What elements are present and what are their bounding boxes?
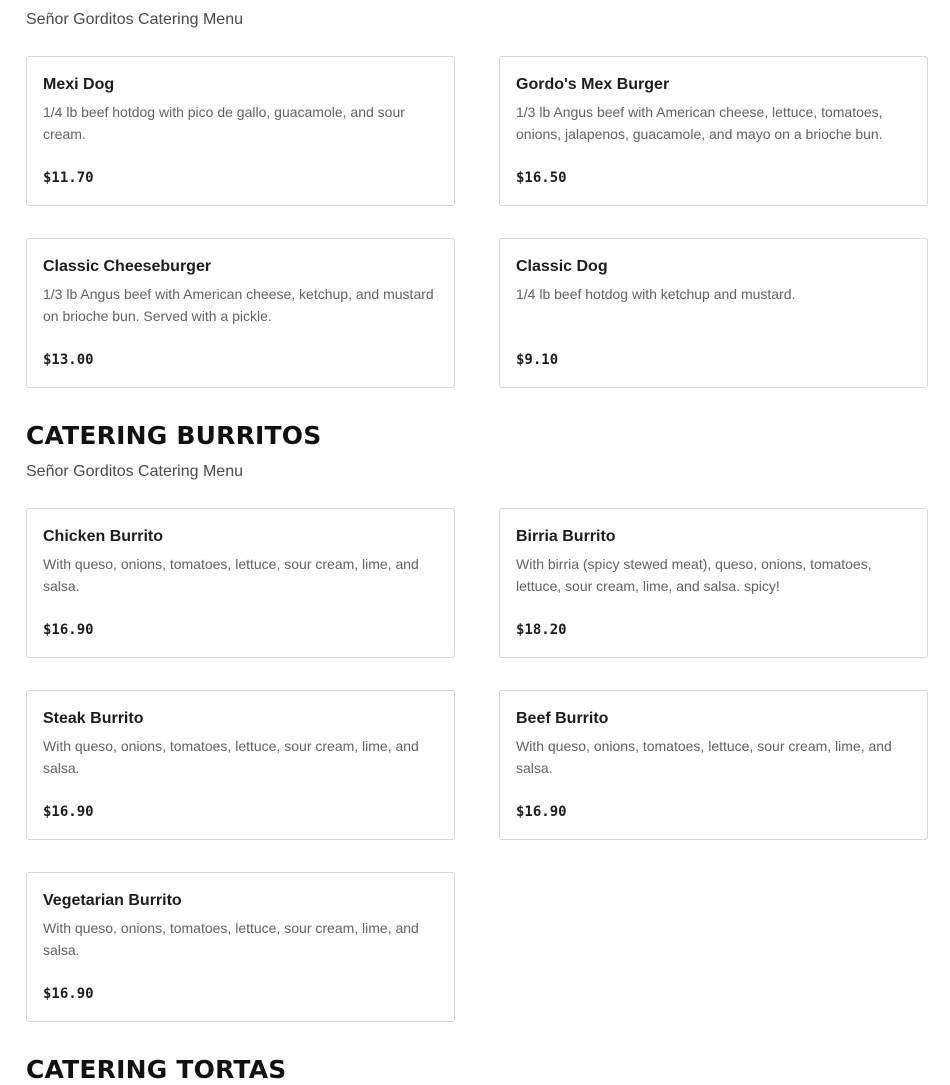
item-name: Beef Burrito — [516, 710, 609, 727]
item-price: $16.90 — [43, 622, 94, 638]
menu-items-grid — [26, 56, 928, 388]
item-price: $11.70 — [43, 170, 94, 186]
item-price: $16.90 — [43, 804, 94, 820]
item-description: 1/3 lb Angus beef with American cheese, ketchup, and mustard on brioche bun. Served with a pickle. — [43, 286, 434, 324]
item-description: With queso, onions, tomatoes, lettuce, sour cream, lime, and salsa. — [43, 738, 419, 776]
item-name: Vegetarian Burrito — [43, 892, 182, 909]
menu-item-card[interactable] — [26, 238, 455, 388]
menu-item-card[interactable] — [499, 56, 928, 206]
item-description: With queso, onions, tomatoes, lettuce, sour cream, lime, and salsa. — [516, 738, 892, 776]
item-description: With queso, onions, tomatoes, lettuce, sour cream, lime, and salsa. — [43, 920, 419, 958]
item-description: With queso, onions, tomatoes, lettuce, sour cream, lime, and salsa. — [43, 556, 419, 594]
item-name: Gordo's Mex Burger — [516, 76, 670, 93]
item-name: Classic Dog — [516, 258, 608, 275]
item-description: 1/4 lb beef hotdog with pico de gallo, guacamole, and sour cream. — [43, 104, 405, 142]
menu-item-card[interactable] — [26, 56, 455, 206]
item-description: 1/4 lb beef hotdog with ketchup and mustard. — [516, 286, 796, 302]
item-price: $16.50 — [516, 170, 567, 186]
item-name: Chicken Burrito — [43, 528, 164, 545]
section-title-burritos: CATERING BURRITOS — [26, 421, 322, 450]
item-description: With birria (spicy stewed meat), queso, onions, tomatoes, lettuce, sour cream, lime, and salsa. spicy! — [516, 556, 872, 594]
item-name: Steak Burrito — [43, 710, 144, 727]
item-description: 1/3 lb Angus beef with American cheese, lettuce, tomatoes, onions, jalapenos, guacamole, and mayo on a brioche bun. — [516, 104, 883, 142]
item-name: Classic Cheeseburger — [43, 258, 212, 275]
section-subtitle: Señor Gorditos Catering Menu — [26, 11, 243, 28]
item-price: $13.00 — [43, 352, 94, 368]
item-price: $16.90 — [516, 804, 567, 820]
item-price: $9.10 — [516, 352, 559, 368]
section-title-tortas: CATERING TORTAS — [26, 1055, 287, 1084]
menu-item-card[interactable] — [26, 690, 455, 840]
menu-item-card[interactable] — [499, 238, 928, 388]
item-name: Mexi Dog — [43, 76, 115, 93]
menu-item-card[interactable] — [499, 690, 928, 840]
menu-item-card[interactable] — [26, 872, 455, 1022]
item-name: Birria Burrito — [516, 528, 616, 545]
menu-item-card[interactable] — [499, 508, 928, 658]
item-price: $16.90 — [43, 986, 94, 1002]
section-subtitle: Señor Gorditos Catering Menu — [26, 463, 243, 480]
menu-item-card[interactable] — [26, 508, 455, 658]
menu-items-grid — [26, 508, 928, 1022]
item-price: $18.20 — [516, 622, 567, 638]
